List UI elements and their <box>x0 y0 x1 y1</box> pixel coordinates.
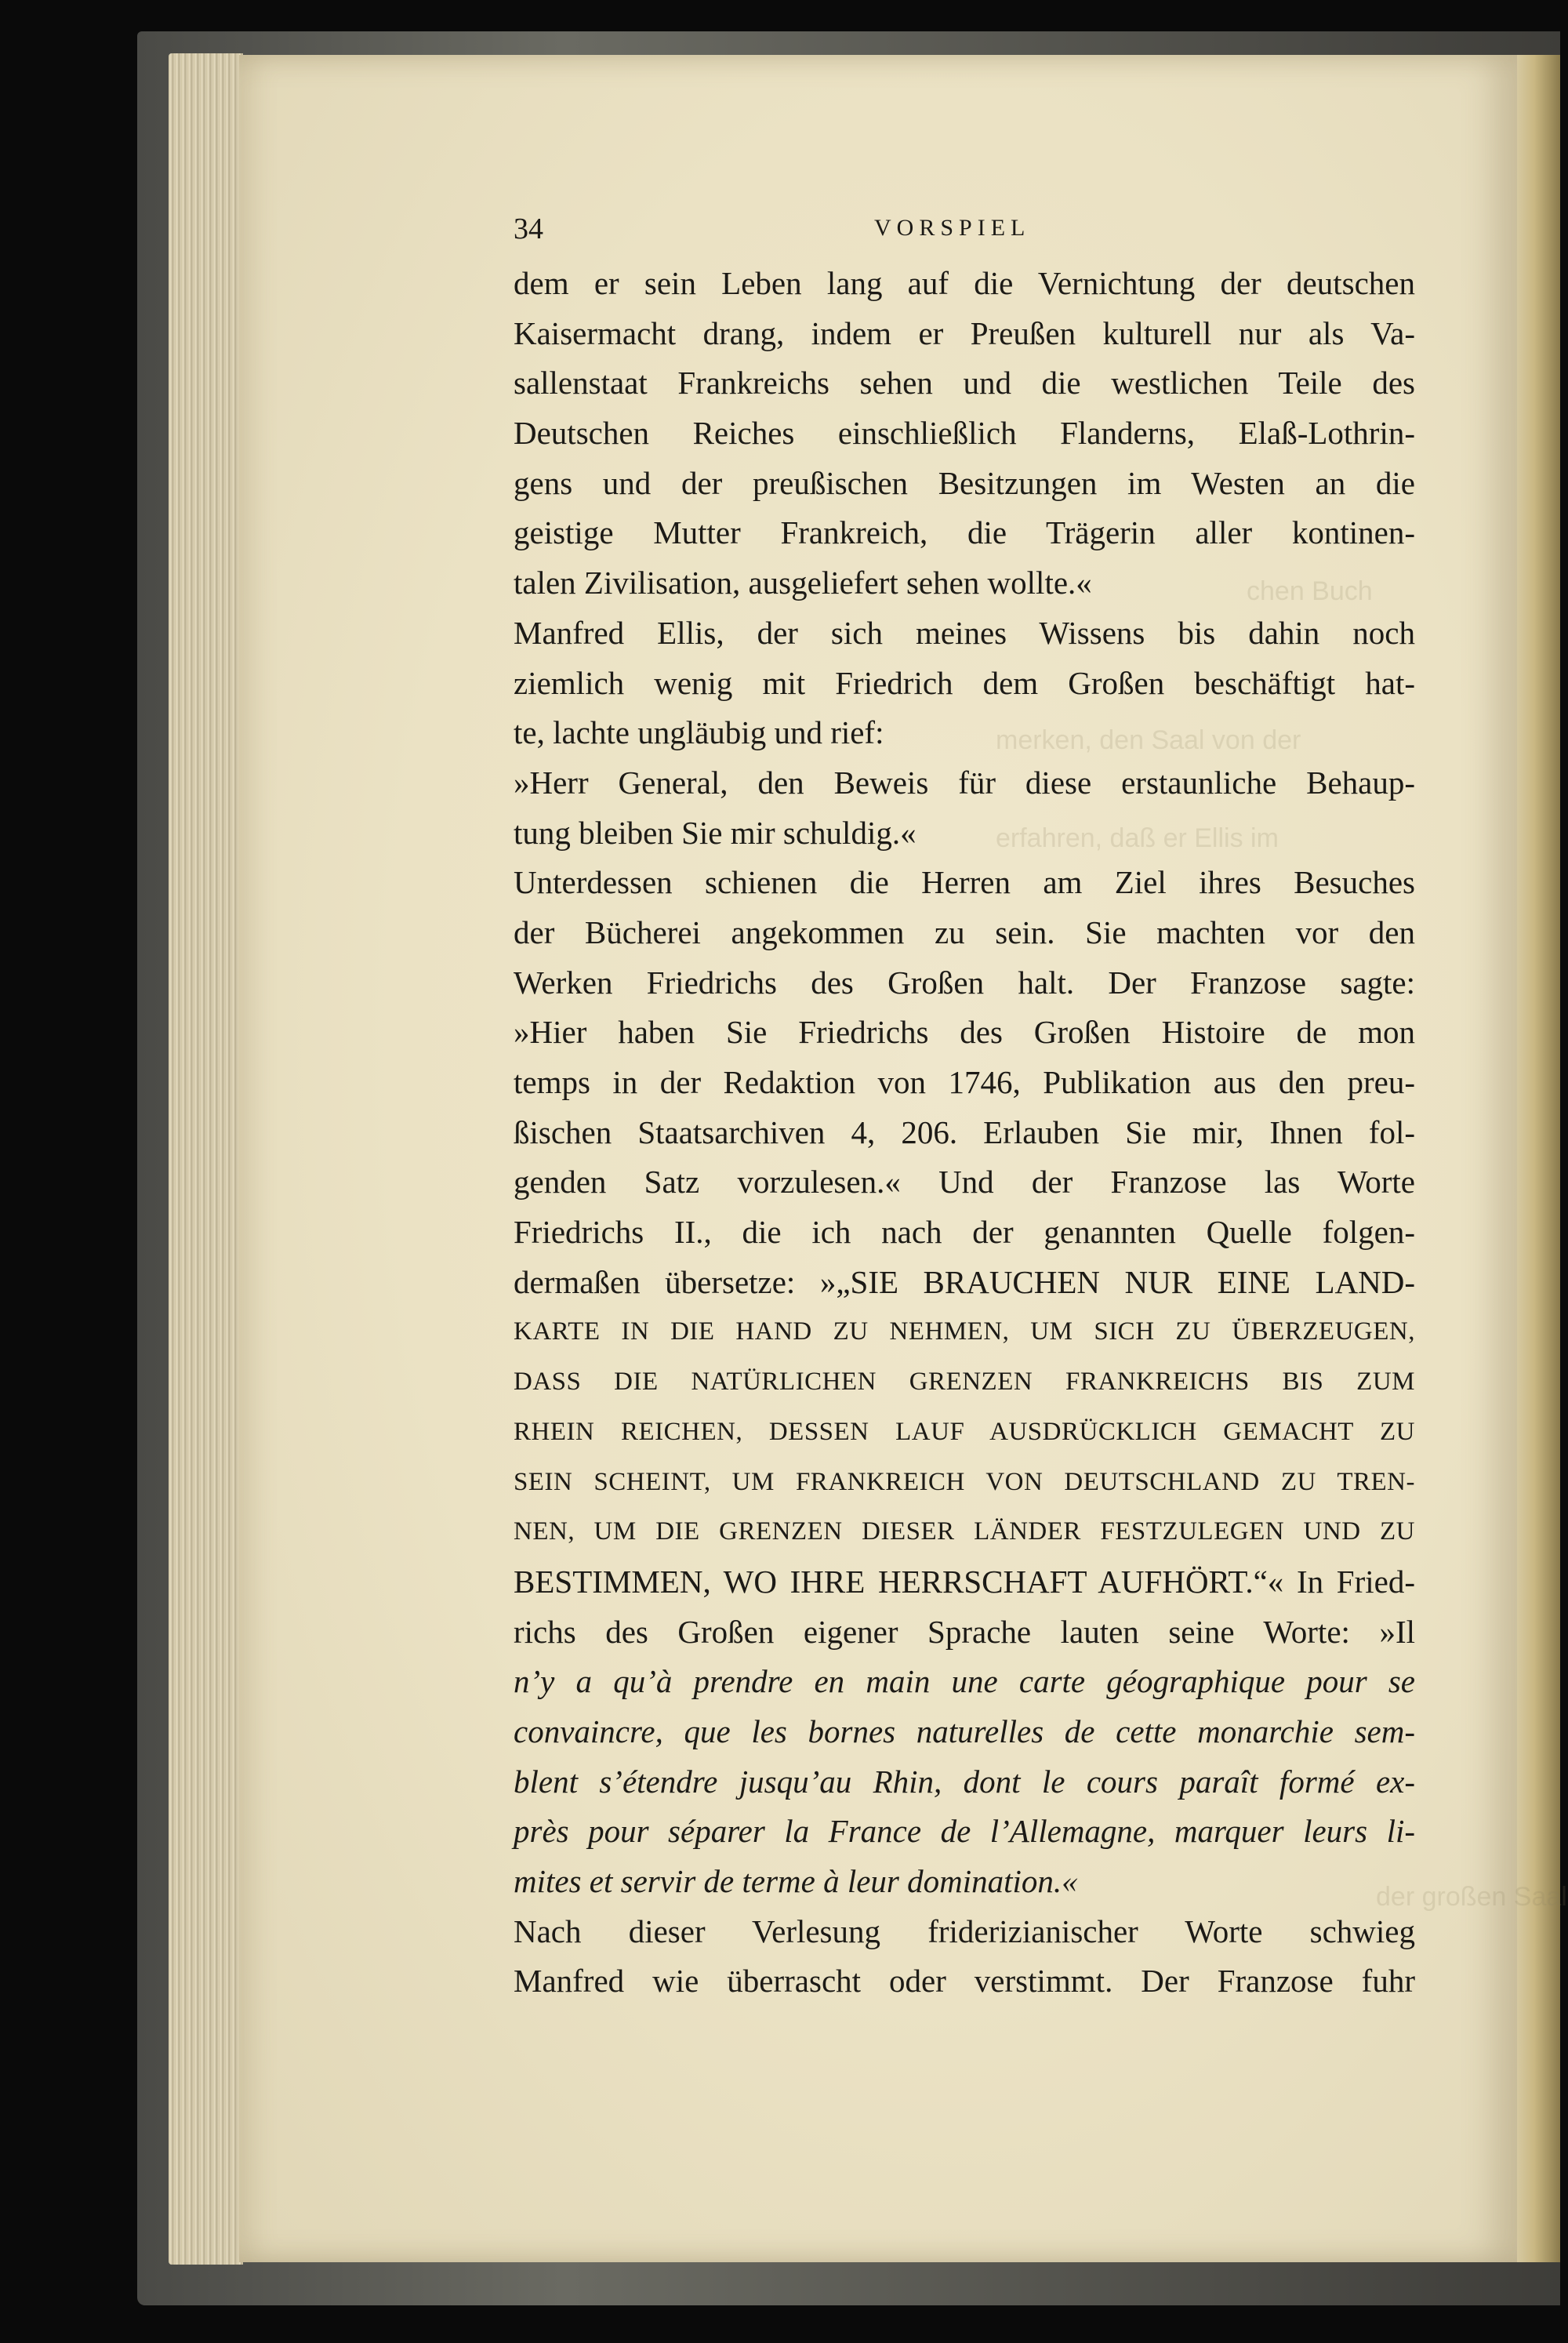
text-line: ziemlich wenig mit Friedrich dem Großen beschäftigt hat- <box>514 664 1415 701</box>
french-quote-line: convaincre, que les bornes naturelles de cette monarchie sem- <box>514 1713 1415 1749</box>
text-line: Friedrichs II., die ich nach der genannten Quelle folgen- <box>514 1214 1415 1251</box>
quote-line: KARTE IN DIE HAND ZU NEHMEN, UM SICH ZU ÜBERZEUGEN, <box>514 1317 1415 1346</box>
show-through-text: der großen Saal <box>1376 1882 1567 1912</box>
show-through-text: merken, den Saal von der <box>996 725 1301 755</box>
quote-line: NEN, UM DIE GRENZEN DIESER LÄNDER FESTZULEGEN UND ZU <box>514 1517 1415 1546</box>
text-line: Manfred wie überrascht oder verstimmt. Der Franzose fuhr <box>514 1963 1415 2000</box>
text-line: temps in der Redaktion von 1746, Publikation aus den preu- <box>514 1064 1415 1100</box>
text-line: geistige Mutter Frankreich, die Trägerin aller kontinen- <box>514 514 1415 551</box>
text-line: ßischen Staatsarchiven 4, 206. Erlauben Sie mir, Ihnen fol- <box>514 1113 1415 1150</box>
french-quote-line: mites et servir de terme à leur domination.« <box>514 1863 1078 1899</box>
text-line: dem er sein Leben lang auf die Vernichtung der deutschen <box>514 265 1415 301</box>
quote-line: RHEIN REICHEN, DESSEN LAUF AUSDRÜCKLICH GEMACHT ZU <box>514 1417 1415 1446</box>
text-line: BESTIMMEN, WO IHRE HERRSCHAFT AUFHÖRT.“« In Fried- <box>514 1563 1415 1600</box>
body-text <box>514 259 1415 2007</box>
page-edges <box>169 53 243 2265</box>
text-line: tung bleiben Sie mir schuldig.« <box>514 814 916 851</box>
text-line: sallenstaat Frankreichs sehen und die westlichen Teile des <box>514 365 1415 401</box>
text-line: Werken Friedrichs des Großen halt. Der Franzose sagte: <box>514 964 1415 1001</box>
french-quote-line: près pour séparer la France de l’Allemagne, marquer leurs li- <box>514 1813 1415 1850</box>
text-line: Manfred Ellis, der sich meines Wissens bis dahin noch <box>514 614 1415 651</box>
page-header <box>514 212 1415 251</box>
quote-line: SEIN SCHEINT, UM FRANKREICH VON DEUTSCHLAND ZU TREN- <box>514 1467 1415 1496</box>
french-quote-line: blent s’étendre jusqu’au Rhin, dont le cours paraît formé ex- <box>514 1763 1415 1800</box>
show-through-text: erfahren, daß er Ellis im <box>996 823 1279 853</box>
text-line: dermaßen übersetze: »„SIE BRAUCHEN NUR EINE LAND- <box>514 1263 1415 1300</box>
text-line: te, lachte ungläubig und rief: <box>514 714 884 751</box>
page-number: 34 <box>514 213 543 245</box>
book-gutter <box>1517 55 1560 2262</box>
running-head: VORSPIEL <box>874 215 1031 241</box>
text-line: Deutschen Reiches einschließlich Flanderns, Elaß-Lothrin- <box>514 415 1415 452</box>
show-through-text: chen Buch <box>1247 576 1373 606</box>
text-line: »Herr General, den Beweis für diese erstaunliche Behaup- <box>514 764 1415 801</box>
french-quote-line: n’y a qu’à prendre en main une carte géographique pour se <box>514 1663 1415 1700</box>
text-line: Nach dieser Verlesung friderizianischer Worte schwieg <box>514 1913 1415 1949</box>
text-line: »Hier haben Sie Friedrichs des Großen Histoire de mon <box>514 1014 1415 1051</box>
text-line: gens und der preußischen Besitzungen im Westen an die <box>514 464 1415 501</box>
text-line: der Bücherei angekommen zu sein. Sie machten vor den <box>514 914 1415 950</box>
text-line: talen Zivilisation, ausgeliefert sehen wollte.« <box>514 565 1092 601</box>
text-line: Unterdessen schienen die Herren am Ziel ihres Besuches <box>514 864 1415 901</box>
text-line: genden Satz vorzulesen.« Und der Franzose las Worte <box>514 1164 1415 1201</box>
text-line: Kaisermacht drang, indem er Preußen kulturell nur als Va- <box>514 314 1415 351</box>
quote-line: DASS DIE NATÜRLICHEN GRENZEN FRANKREICHS BIS ZUM <box>514 1368 1415 1397</box>
text-line: richs des Großen eigener Sprache lauten seine Worte: »Il <box>514 1613 1415 1650</box>
